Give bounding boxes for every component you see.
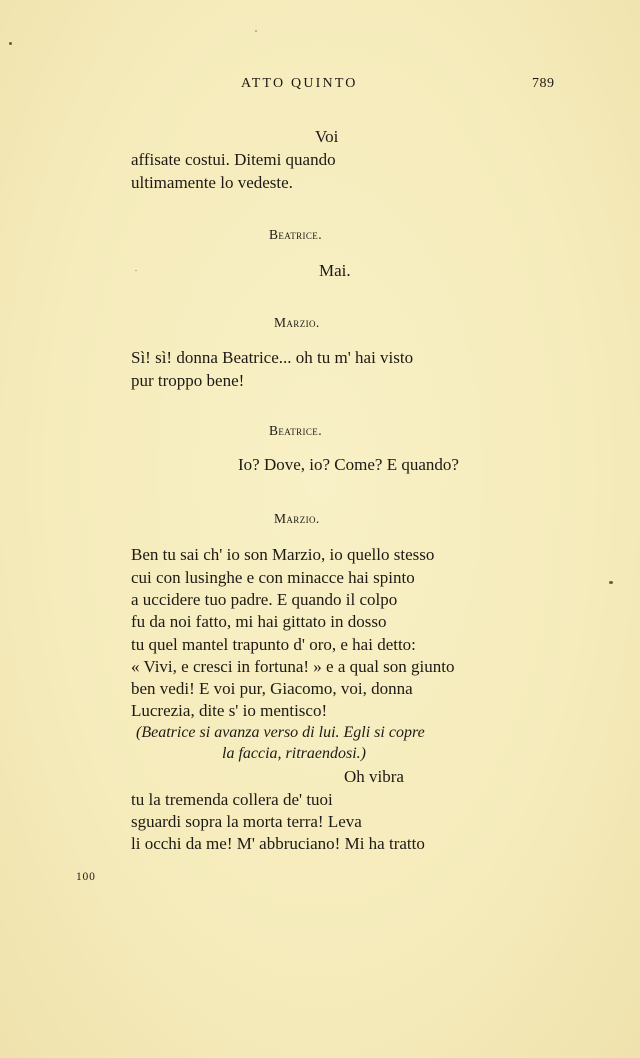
speaker-name: Beatrice. [269, 423, 322, 438]
verse-line: Oh vibra [344, 767, 404, 786]
verse-line: « Vivi, e cresci in fortuna! » e a qual son giunto [131, 657, 455, 676]
verse-line: sguardi sopra la morta terra! Leva [131, 812, 362, 831]
verse-line: Io? Dove, io? Come? E quando? [238, 455, 459, 474]
verse-line: Ben tu sai ch' io son Marzio, io quello stesso [131, 545, 435, 564]
paper-speck [9, 42, 12, 45]
speaker-name: Marzio. [274, 315, 320, 330]
verse-line: fu da noi fatto, mi hai gittato in dosso [131, 612, 387, 631]
verse-line: cui con lusinghe e con minacce hai spinto [131, 568, 415, 587]
verse-line: tu la tremenda collera de' tuoi [131, 790, 333, 809]
verse-line: a uccidere tuo padre. E quando il colpo [131, 590, 398, 609]
verse-line: Lucrezia, dite s' io mentisco! [131, 701, 328, 720]
paper-speck [255, 30, 257, 32]
verse-line: li occhi da me! M' abbruciano! Mi ha tratto [131, 834, 425, 853]
verse-line: ultimamente lo vedeste. [131, 173, 293, 192]
verse-line: affisate costui. Ditemi quando [131, 150, 336, 169]
signature-mark: 100 [76, 871, 96, 883]
verse-line: Voi [315, 127, 339, 146]
running-title: ATTO QUINTO [241, 76, 358, 91]
stage-direction: la faccia, ritraendosi.) [222, 745, 366, 762]
paper-speck [135, 270, 137, 271]
verse-line: pur troppo bene! [131, 371, 245, 390]
verse-line: tu quel mantel trapunto d' oro, e hai detto: [131, 635, 416, 654]
speaker-name: Beatrice. [269, 227, 322, 242]
verse-line: Mai. [319, 261, 351, 280]
speaker-name: Marzio. [274, 511, 320, 526]
stage-direction: (Beatrice si avanza verso di lui. Egli si copre [136, 724, 425, 741]
verse-line: Sì! sì! donna Beatrice... oh tu m' hai visto [131, 348, 414, 367]
paper-speck [609, 581, 613, 584]
verse-line: ben vedi! E voi pur, Giacomo, voi, donna [131, 679, 413, 698]
page-number: 789 [532, 76, 555, 91]
